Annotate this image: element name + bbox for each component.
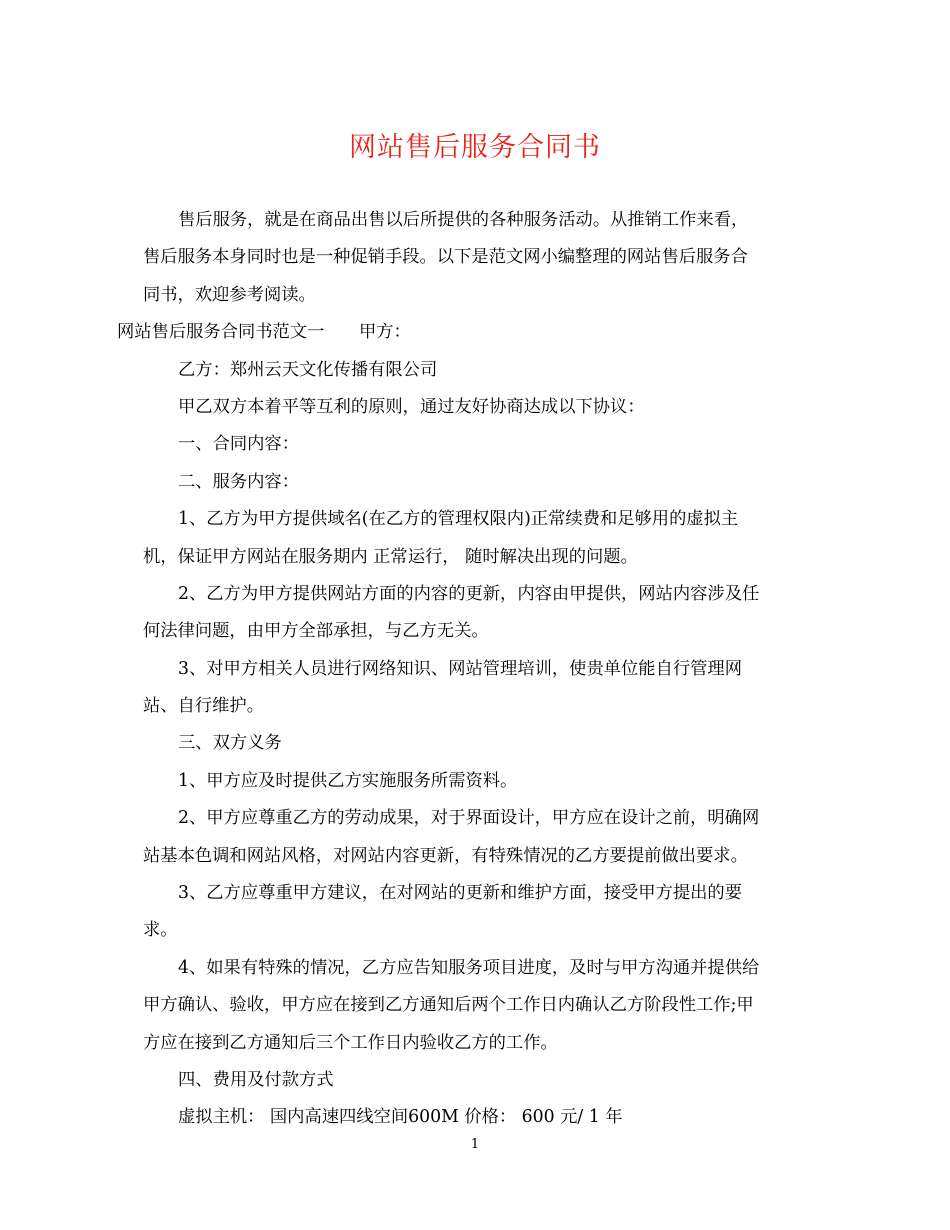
paragraph-line xyxy=(117,314,810,351)
paragraph-line xyxy=(143,426,810,463)
paragraph-line xyxy=(143,725,810,762)
line-text: 甲乙双方本着平等互利的原则，通过友好协商达成以下协议： xyxy=(178,396,645,417)
line-text: 一、合同内容： xyxy=(178,434,299,455)
paragraph-line xyxy=(143,613,810,650)
line-text: 售后服务本身同时也是一种促销手段。以下是范文网小编整理的网站售后服务合 xyxy=(143,247,748,268)
line-text: 求。 xyxy=(143,920,178,941)
paragraph-line xyxy=(143,651,810,688)
paragraph-line xyxy=(143,389,810,426)
paragraph-line xyxy=(143,800,810,837)
line-text: 虚拟主机： 国内高速四线空间600M 价格： 600 元/ 1 年 xyxy=(178,1107,623,1128)
line-text: 甲方确认、验收，甲方应在接到乙方通知后两个工作日内确认乙方阶段性工作;甲 xyxy=(143,995,754,1016)
line-text: 售后服务，就是在商品出售以后所提供的各种服务活动。从推销工作来看， xyxy=(178,210,749,230)
line-text: 站、自行维护。 xyxy=(143,696,264,717)
paragraph-line xyxy=(143,202,810,239)
line-text: 2、乙方为甲方提供网站方面的内容的更新，内容由甲提供，网站内容涉及任 xyxy=(178,583,760,604)
line-text: 四、费用及付款方式 xyxy=(178,1069,334,1090)
paragraph-line xyxy=(143,1062,810,1099)
line-text: 二、服务内容： xyxy=(178,471,299,492)
line-text: 网站售后服务合同书范文一 甲方： xyxy=(117,322,411,343)
line-text: 3、乙方应尊重甲方建议，在对网站的更新和维护方面，接受甲方提出的要 xyxy=(178,883,742,904)
paragraph-line xyxy=(143,1099,810,1136)
line-text: 1、乙方为甲方提供域名(在乙方的管理权限内)正常续费和足够用的虚拟主 xyxy=(178,509,739,530)
paragraph-line xyxy=(143,875,810,912)
document-title: 网站售后服务合同书 xyxy=(349,132,601,163)
paragraph-line xyxy=(143,277,810,314)
paragraph-line xyxy=(143,763,810,800)
paragraph-line xyxy=(143,1025,810,1062)
paragraph-line xyxy=(143,501,810,538)
paragraph-line xyxy=(143,352,810,389)
line-text: 4、如果有特殊的情况，乙方应告知服务项目进度，及时与甲方沟通并提供给 xyxy=(178,957,760,978)
paragraph-line xyxy=(143,576,810,613)
paragraph-line xyxy=(143,539,810,576)
paragraph-line xyxy=(143,912,810,949)
paragraph-line xyxy=(143,464,810,501)
paragraph-line xyxy=(143,239,810,276)
line-text: 机，保证甲方网站在服务期内 正常运行， 随时解决出现的问题。 xyxy=(143,546,638,567)
line-text: 站基本色调和网站风格，对网站内容更新，有特殊情况的乙方要提前做出要求。 xyxy=(143,845,748,866)
paragraph-line xyxy=(143,987,810,1024)
paragraph-line xyxy=(143,688,810,725)
document-body xyxy=(117,202,810,1137)
line-text: 何法律问题，由甲方全部承担，与乙方无关。 xyxy=(143,621,489,642)
paragraph-line xyxy=(143,950,810,987)
line-text: 乙方：郑州云天文化传播有限公司 xyxy=(178,359,438,380)
paragraph-line xyxy=(143,838,810,875)
line-text: 三、双方义务 xyxy=(178,733,282,754)
line-text: 同书，欢迎参考阅读。 xyxy=(143,284,316,305)
line-text: 1、甲方应及时提供乙方实施服务所需资料。 xyxy=(178,770,518,791)
line-text: 2、甲方应尊重乙方的劳动成果，对于界面设计，甲方应在设计之前，明确网 xyxy=(178,808,760,829)
page-number: 1 xyxy=(470,1137,480,1152)
line-text: 方应在接到乙方通知后三个工作日内验收乙方的工作。 xyxy=(143,1032,558,1053)
line-text: 3、对甲方相关人员进行网络知识、网站管理培训，使贵单位能自行管理网 xyxy=(178,658,742,679)
